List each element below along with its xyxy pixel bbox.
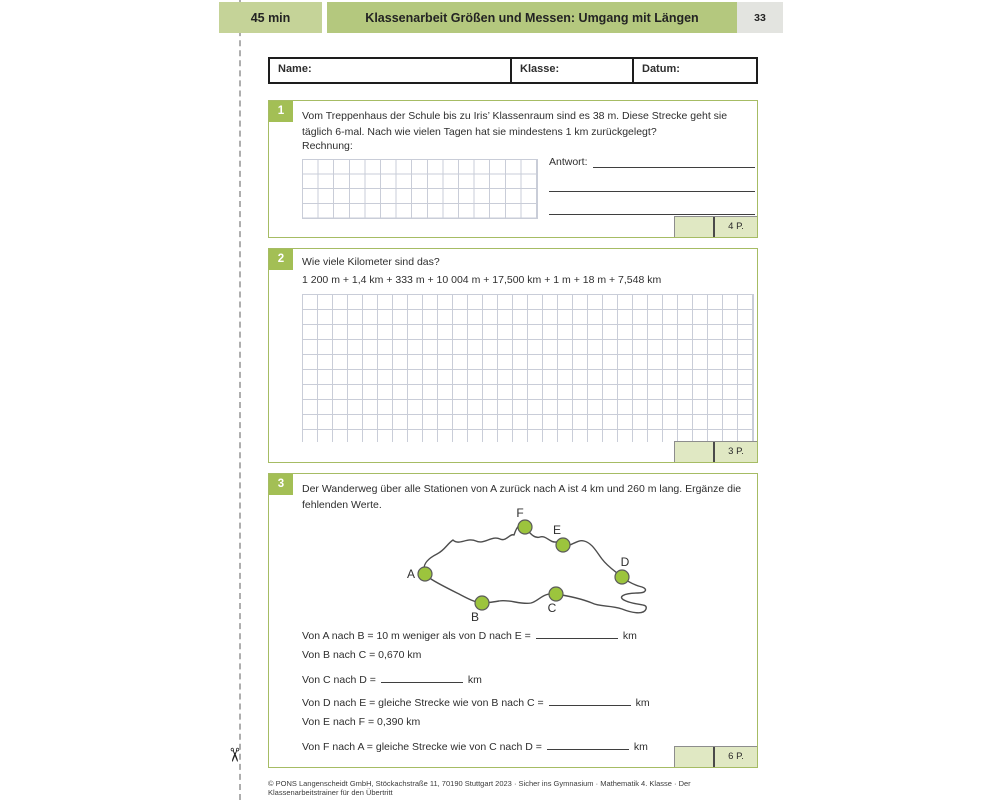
fill-line-b-c-text: Von B nach C = 0,670 km — [302, 649, 422, 662]
task-1-points-box — [674, 216, 757, 237]
duration-label: 45 min — [250, 10, 291, 25]
task-2-score-cell[interactable] — [675, 442, 715, 462]
fill-line-a-b — [302, 627, 650, 649]
fill-line-c-d-blank[interactable] — [381, 671, 463, 683]
station-label-a: A — [406, 567, 415, 581]
task-3-text: Der Wanderweg über alle Stationen von A zurück nach A ist 4 km und 260 m lang. Ergänze die fehlenden Werte. — [302, 483, 742, 511]
task-1-answer-row — [549, 156, 755, 168]
task-2-question: Wie viele Kilometer sind das? — [302, 256, 440, 268]
fill-line-f-a — [302, 738, 650, 760]
station-dot-e — [556, 538, 570, 552]
fill-line-d-e — [302, 694, 650, 716]
task-1-calc-label: Rechnung: — [302, 140, 353, 152]
fill-line-e-f — [302, 716, 650, 738]
fill-line-b-c — [302, 649, 650, 671]
fill-line-d-e-unit: km — [635, 696, 650, 709]
task-1-points: 4 P. — [728, 221, 744, 232]
task-2-number: 2 — [269, 249, 293, 270]
task-3 — [268, 473, 758, 768]
duration-badge — [219, 2, 322, 33]
trail-path — [424, 525, 646, 613]
task-2-calc-grid[interactable] — [302, 294, 754, 442]
station-dot-b — [475, 596, 489, 610]
copyright-footer: © PONS Langenscheidt GmbH, Stöckachstraße 11, 70190 Stuttgart 2023 · Sicher ins Gymnasium · Mathematik 4. Klasse · Der Klassenarbeitstrainer für den Übertritt — [268, 779, 691, 797]
fill-line-c-d-unit: km — [467, 674, 482, 687]
trail-map — [393, 504, 679, 629]
fill-line-f-a-unit: km — [633, 740, 648, 753]
worksheet-title-bar — [327, 2, 737, 33]
task-1-score-cell[interactable] — [675, 217, 715, 237]
page-number: 33 — [754, 11, 766, 24]
station-label-c: C — [547, 601, 557, 615]
fill-line-c-d — [302, 671, 650, 693]
station-dot-f — [518, 520, 532, 534]
task-1-text: Vom Treppenhaus der Schule bis zu Iris’ Klassenraum sind es 38 m. Diese Strecke geht sie täglich 6-mal. Nach wie vielen Tagen hat sie mindestens 1 km zurückgelegt? — [302, 110, 728, 138]
class-field[interactable] — [510, 59, 632, 82]
fill-line-d-e-blank[interactable] — [549, 694, 631, 706]
task-3-points: 6 P. — [728, 751, 744, 762]
station-dot-c — [549, 587, 563, 601]
fill-line-f-a-blank[interactable] — [547, 738, 629, 750]
scissors-icon: ✂ — [222, 747, 245, 763]
fill-line-e-f-text: Von E nach F = 0,390 km — [302, 715, 421, 728]
cut-line — [239, 0, 241, 800]
station-dot-d — [615, 570, 629, 584]
date-label: Datum: — [642, 63, 680, 75]
task-1-answer-line-1[interactable] — [593, 156, 755, 168]
task-1 — [268, 100, 758, 238]
name-field[interactable] — [270, 59, 510, 82]
task-3-points-box — [674, 746, 757, 767]
fill-line-a-b-text: Von A nach B = 10 m weniger als von D nach E = — [302, 630, 531, 642]
fill-line-f-a-text: Von F nach A = gleiche Strecke wie von C nach D = — [302, 740, 542, 753]
fill-line-c-d-text: Von C nach D = — [302, 674, 376, 687]
station-label-d: D — [620, 555, 630, 569]
task-3-number: 3 — [269, 474, 293, 495]
task-2 — [268, 248, 758, 463]
class-label: Klasse: — [520, 63, 560, 75]
page-number-badge — [737, 2, 783, 33]
task-1-answer-line-2[interactable] — [549, 191, 755, 192]
name-label: Name: — [278, 63, 312, 75]
page-title: Klassenarbeit Größen und Messen: Umgang mit Längen — [365, 10, 699, 25]
station-label-b: B — [470, 610, 480, 624]
task-3-score-cell[interactable] — [675, 747, 715, 767]
task-1-answer-line-3[interactable] — [549, 214, 755, 215]
task-1-answer-label: Antwort: — [549, 156, 588, 168]
fill-line-d-e-text: Von D nach E = gleiche Strecke wie von B nach C = — [302, 696, 544, 709]
date-field[interactable] — [632, 59, 756, 82]
station-label-e: E — [552, 523, 562, 537]
task-1-number: 1 — [269, 101, 293, 122]
task-2-expression: 1 200 m + 1,4 km + 333 m + 10 004 m + 17,500 km + 1 m + 18 m + 7,548 km — [302, 274, 662, 286]
task-2-points: 3 P. — [728, 446, 744, 457]
student-info-table — [268, 57, 758, 84]
fill-line-a-b-unit: km — [622, 630, 637, 642]
task-2-points-box — [674, 441, 757, 462]
task-1-calc-grid[interactable] — [302, 159, 538, 219]
task-3-fill-in-lines — [302, 627, 650, 760]
station-dot-a — [418, 567, 432, 581]
fill-line-a-b-blank[interactable] — [536, 627, 618, 639]
station-label-f: F — [516, 506, 524, 520]
